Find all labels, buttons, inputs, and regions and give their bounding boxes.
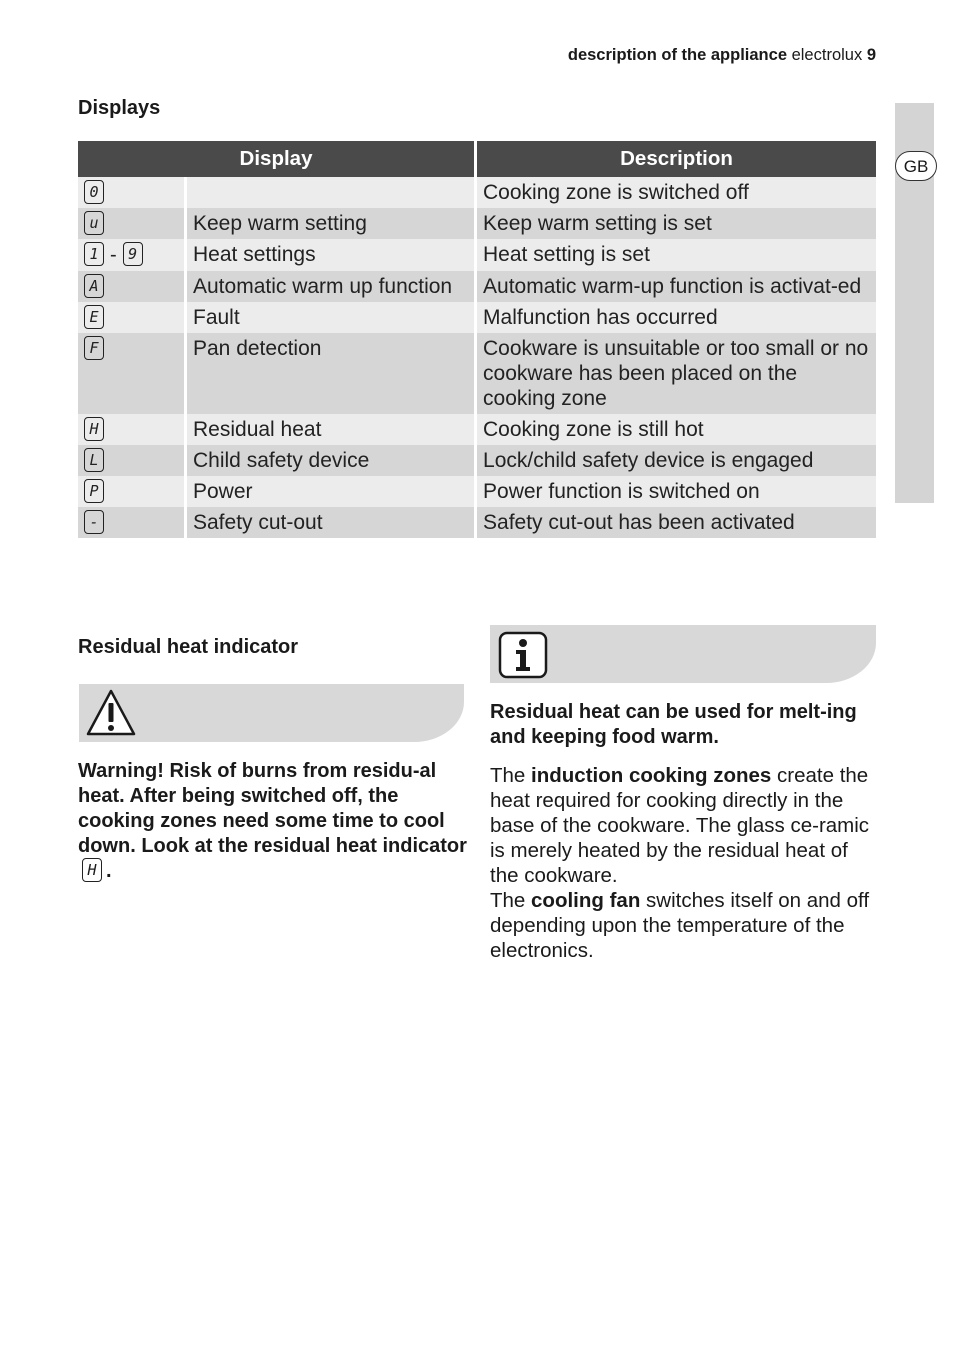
info-body xyxy=(490,763,880,963)
display-name-cell: Residual heat xyxy=(187,414,477,445)
para1-bold: induction cooking zones xyxy=(531,764,772,787)
table-row xyxy=(78,414,876,445)
display-symbol-icon: - xyxy=(84,510,104,534)
table-row xyxy=(78,476,876,507)
display-symbol-icon: F xyxy=(84,336,104,360)
table-row xyxy=(78,208,876,239)
residual-heat-symbol-icon: H xyxy=(82,858,102,882)
display-name-cell: Pan detection xyxy=(187,333,477,414)
display-symbol-icon: 0 xyxy=(84,180,104,204)
display-symbol-icon: 1 xyxy=(84,242,104,266)
display-name-cell: Child safety device xyxy=(187,445,477,476)
display-symbol-cell xyxy=(78,333,187,414)
display-name-cell: Automatic warm up function xyxy=(187,271,477,302)
info-heading: Residual heat can be used for melt-ing and keeping food warm. xyxy=(490,701,857,748)
display-description-cell: Keep warm setting is set xyxy=(477,208,876,239)
display-name-cell: Fault xyxy=(187,302,477,333)
column-header-display: Display xyxy=(78,141,477,177)
warning-text: Warning! Risk of burns from residu-al heat. After being switched off, the cooking zones need some time to cool down. Look at the residual heat indicator xyxy=(78,760,467,857)
page-header xyxy=(568,46,876,65)
para2-pre: The xyxy=(490,889,532,912)
display-description-cell: Cooking zone is switched off xyxy=(477,177,876,208)
display-symbol-cell xyxy=(78,302,187,333)
column-header-description: Description xyxy=(477,141,876,177)
table-header-row xyxy=(78,141,876,177)
display-description-cell: Malfunction has occurred xyxy=(477,302,876,333)
info-icon xyxy=(498,631,548,679)
table-row xyxy=(78,271,876,302)
display-name-cell: Heat settings xyxy=(187,239,477,271)
display-symbol-cell xyxy=(78,507,187,538)
table-row xyxy=(78,507,876,538)
warning-end: . xyxy=(106,860,112,882)
display-symbol-cell xyxy=(78,414,187,445)
warning-triangle-icon xyxy=(85,688,137,738)
para2-post: switches itself on and off depending upon the temperature of the electronics. xyxy=(490,889,870,962)
display-name-cell: Power xyxy=(187,476,477,507)
displays-title: Displays xyxy=(78,97,161,119)
header-brand: electrolux xyxy=(791,46,863,64)
header-section: description of the appliance xyxy=(567,46,787,64)
display-symbol-icon: u xyxy=(84,211,104,235)
table-row xyxy=(78,239,876,271)
display-symbol-icon: 9 xyxy=(123,242,143,266)
display-name-cell: Safety cut-out xyxy=(187,507,477,538)
display-symbol-cell xyxy=(78,239,187,271)
display-symbol-cell xyxy=(78,208,187,239)
table-row xyxy=(78,333,876,414)
displays-table xyxy=(78,141,876,538)
table-row xyxy=(78,445,876,476)
display-symbol-icon: P xyxy=(84,479,104,503)
display-description-cell: Lock/child safety device is engaged xyxy=(477,445,876,476)
para1-pre: The xyxy=(490,764,532,787)
display-description-cell: Cookware is unsuitable or too small or no cookware has been placed on the cooking zone xyxy=(477,333,876,414)
display-name-cell xyxy=(187,177,477,208)
display-symbol-cell xyxy=(78,445,187,476)
display-symbol-icon: A xyxy=(84,274,104,298)
display-description-cell: Power function is switched on xyxy=(477,476,876,507)
warning-banner xyxy=(79,684,464,742)
display-symbol-icon: L xyxy=(84,448,104,472)
display-symbol-icon: H xyxy=(84,417,104,441)
display-symbol-cell xyxy=(78,476,187,507)
para1-post: create the heat required for cooking directly in the base of the cookware. The glass ce-ramic is merely heated by the residual heat of the cookware. xyxy=(490,764,870,887)
display-name-cell: Keep warm setting xyxy=(187,208,477,239)
language-badge: GB xyxy=(895,151,937,181)
para2-bold: cooling fan xyxy=(531,889,641,912)
table-row xyxy=(78,177,876,208)
page-number: 9 xyxy=(866,46,876,64)
display-symbol-cell xyxy=(78,271,187,302)
residual-heat-title: Residual heat indicator xyxy=(78,636,299,658)
table-body xyxy=(78,177,876,538)
warning-text-block xyxy=(78,759,468,884)
info-banner xyxy=(490,625,876,683)
display-description-cell: Cooking zone is still hot xyxy=(477,414,876,445)
display-description-cell: Heat setting is set xyxy=(477,239,876,271)
symbol-range-separator: - xyxy=(110,243,117,266)
display-description-cell: Automatic warm-up function is activat-ed xyxy=(477,271,876,302)
table-row xyxy=(78,302,876,333)
display-symbol-icon: E xyxy=(84,305,104,329)
display-description-cell: Safety cut-out has been activated xyxy=(477,507,876,538)
display-symbol-cell xyxy=(78,177,187,208)
